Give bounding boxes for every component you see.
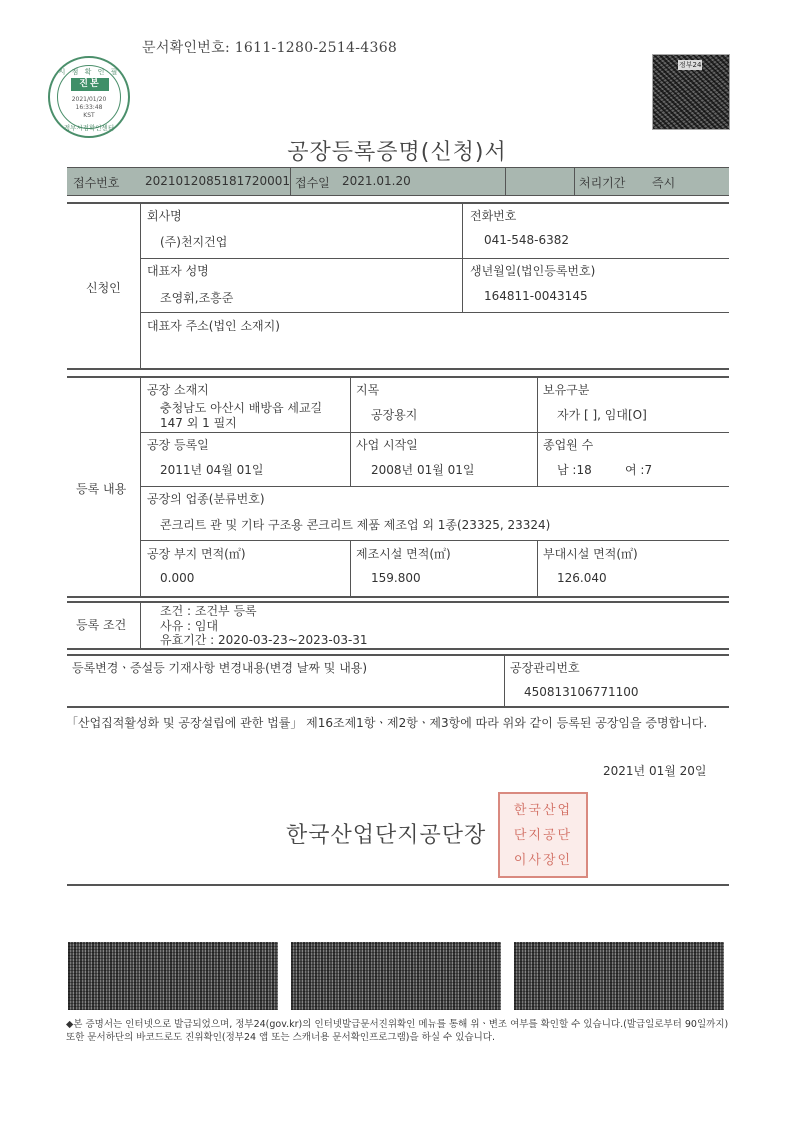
land-category-label: 지목 xyxy=(356,383,380,397)
receipt-date-label: 접수일 xyxy=(295,176,330,190)
process-period-label: 처리기간 xyxy=(579,176,626,190)
condition-validity: 유효기간 : 2020-03-23~2023-03-31 xyxy=(160,633,368,647)
condition-reason: 사유 : 임대 xyxy=(160,619,219,633)
phone-label: 전화번호 xyxy=(470,209,517,223)
seal-badge: 진본 xyxy=(71,78,109,91)
factory-registration-date: 2011년 04월 01일 xyxy=(160,463,264,477)
employees-male: 남 :18 xyxy=(557,463,592,477)
auxiliary-area-label: 부대시설 면적(㎡) xyxy=(543,547,638,561)
seal-top-text: 시 점 확 인 필 xyxy=(58,68,120,76)
stamp-line1: 한국산업 xyxy=(513,803,573,818)
ownership-label: 보유구분 xyxy=(543,383,590,397)
seal-time: 16:33:48 xyxy=(75,104,103,111)
authenticity-seal xyxy=(48,56,130,138)
representative-address-label: 대표자 주소(법인 소재지) xyxy=(147,319,280,333)
factory-management-number-label: 공장관리번호 xyxy=(510,661,580,675)
factory-location-line2: 147 외 1 필지 xyxy=(160,416,237,430)
barcode-2 xyxy=(291,942,501,1010)
auxiliary-area: 126.040 xyxy=(557,571,607,585)
seal-timezone: KST xyxy=(83,112,95,119)
barcode-3 xyxy=(514,942,724,1010)
industry-label: 공장의 업종(분류번호) xyxy=(147,492,265,506)
site-area: 0.000 xyxy=(160,571,195,585)
phone-number: 041-548-6382 xyxy=(484,233,570,247)
representative-label: 대표자 성명 xyxy=(147,264,209,278)
page-title: 공장등록증명(신청)서 xyxy=(287,140,507,165)
factory-location-label: 공장 소재지 xyxy=(147,383,209,397)
receipt-number: 2021012085181720001 xyxy=(145,174,291,188)
process-period: 즉시 xyxy=(652,176,676,190)
industry-type: 콘크리트 관 및 기타 구조용 콘크리트 제품 제조업 외 1종(23325, 23324) xyxy=(160,518,551,532)
factory-location-line1: 충청남도 아산시 배방읍 세교길 xyxy=(160,401,323,415)
site-area-label: 공장 부지 면적(㎡) xyxy=(147,547,246,561)
company-name: (주)천지건업 xyxy=(160,235,228,249)
document-verification-number: 문서확인번호: 1611-1280-2514-4368 xyxy=(142,40,398,56)
stamp-line2: 단지공단 xyxy=(513,828,573,843)
representative-name: 조영휘,조흥준 xyxy=(160,291,234,305)
employees-label: 종업원 수 xyxy=(543,438,594,452)
birth-date-label: 생년월일(법인등록번호) xyxy=(470,264,596,278)
factory-registration-date-label: 공장 등록일 xyxy=(147,438,209,452)
issuer-name: 한국산업단지공단장 xyxy=(286,823,487,848)
stamp-line3: 이사장인 xyxy=(513,853,573,868)
business-start-date: 2008년 01월 01일 xyxy=(371,463,475,477)
manufacturing-area-label: 제조시설 면적(㎡) xyxy=(356,547,451,561)
certification-statement: 「산업집적활성화 및 공장설립에 관한 법률」 제16조제1항ㆍ제2항ㆍ제3항에 따라 위와 같이 등록된 공장임을 증명합니다. xyxy=(66,716,708,730)
receipt-number-label: 접수번호 xyxy=(73,176,120,190)
official-stamp xyxy=(498,792,588,878)
applicant-section-label: 신청인 xyxy=(86,281,121,295)
issue-date: 2021년 01월 20일 xyxy=(603,764,707,778)
condition: 조건 : 조건부 등록 xyxy=(160,604,257,618)
employees-female: 여 :7 xyxy=(625,463,653,477)
seal-date: 2021/01/20 xyxy=(71,96,107,103)
footer-note: ◆본 증명서는 인터넷으로 발급되었으며, 정부24(gov.kr)의 인터넷발급문서진위확인 메뉴를 통해 위ㆍ변조 여부를 확인할 수 있습니다.(발급일로부터 90일까지) 또한 문서하단의 바코드로도 진위확인(정부24 앱 또는 스캐너용 문서확인프로그램)을 하실 수 있습니다. xyxy=(66,1019,729,1043)
barcode-1 xyxy=(68,942,278,1010)
business-start-date-label: 사업 시작일 xyxy=(356,438,418,452)
conditions-section-label: 등록 조건 xyxy=(76,618,127,632)
land-category: 공장용지 xyxy=(371,408,418,422)
ownership-type: 자가 [ ], 임대[O] xyxy=(557,408,647,422)
manufacturing-area: 159.800 xyxy=(371,571,421,585)
registration-section-label: 등록 내용 xyxy=(76,482,127,496)
company-name-label: 회사명 xyxy=(147,209,182,223)
seal-bottom-text: 정부시점확인센터 xyxy=(63,124,115,132)
changes-label: 등록변경ㆍ증설등 기재사항 변경내용(변경 날짜 및 내용) xyxy=(72,661,368,675)
factory-management-number: 450813106771100 xyxy=(524,685,639,699)
receipt-date: 2021.01.20 xyxy=(342,174,411,188)
receipt-header xyxy=(67,167,729,196)
corporate-registration-number: 164811-0043145 xyxy=(484,289,588,303)
qr-label: 정부24 xyxy=(679,61,702,69)
